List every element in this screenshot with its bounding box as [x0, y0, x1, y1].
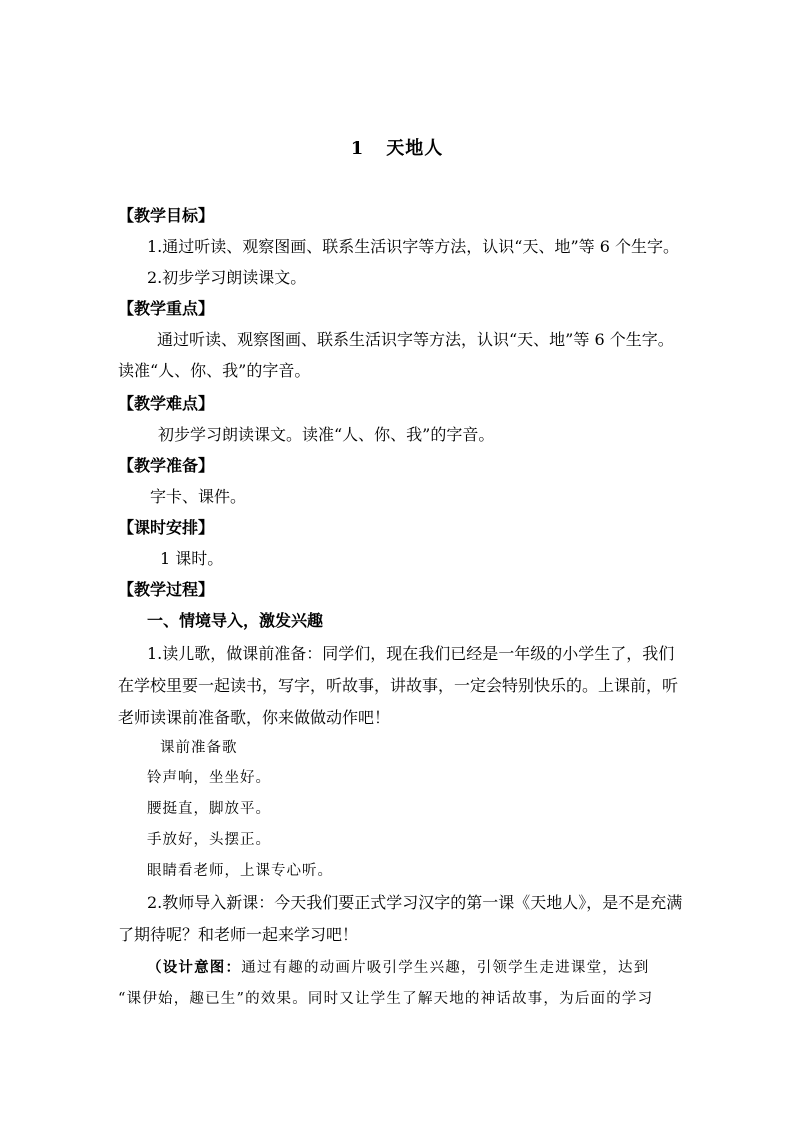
key-header: 【教学重点】	[118, 299, 215, 318]
step1-paragraph1-line1: 1.读儿歌，做课前准备：同学们，现在我们已经是一年级的小学生了，我们	[147, 644, 675, 663]
song-line-4: 眼睛看老师，上课专心听。	[147, 863, 333, 879]
song-line-2: 腰挺直，脚放平。	[147, 801, 271, 817]
step1-paragraph2-line2: 了期待呢？和老师一起来学习吧！	[118, 925, 359, 944]
design-intent-label: （设计意图：	[147, 959, 242, 976]
song-title: 课前准备歌	[160, 740, 238, 756]
key-text-line1: 通过听读、观察图画、联系生活识字等方法，认识“天、地”等 6 个生字。	[157, 330, 674, 349]
design-intent-line1	[147, 957, 649, 979]
preparation-text: 字卡、课件。	[150, 487, 247, 506]
process-header: 【教学过程】	[118, 580, 215, 599]
schedule-text: 1 课时。	[160, 549, 224, 568]
lesson-number: 1	[350, 138, 365, 159]
difficulty-text: 初步学习朗读课文。读准“人、你、我”的字音。	[158, 425, 495, 444]
goal-item-1: 1.通过听读、观察图画、联系生活识字等方法，认识“天、地”等 6 个生字。	[147, 237, 679, 256]
step1-paragraph2-line1: 2.教师导入新课：今天我们要正式学习汉字的第一课《天地人》，是不是充满	[147, 893, 683, 912]
schedule-header: 【课时安排】	[118, 518, 215, 537]
design-intent-text: 通过有趣的动画片吸引学生兴趣，引领学生走进课堂，达到	[241, 960, 650, 976]
goal-header: 【教学目标】	[118, 206, 215, 225]
lesson-title: 天地人	[386, 138, 444, 159]
page-title	[0, 138, 794, 160]
design-intent-line2: “课伊始，趣已生”的效果。同时又让学生了解天地的神话故事，为后面的学习	[118, 991, 654, 1007]
key-text-line2: 读准“人、你、我”的字音。	[118, 361, 311, 380]
song-line-3: 手放好，头摆正。	[147, 832, 271, 848]
step1-paragraph1-line3: 老师读课前准备歌，你来做做动作吧！	[118, 708, 391, 727]
step1-title: 一、情境导入，激发兴趣	[147, 611, 324, 630]
difficulty-header: 【教学难点】	[118, 394, 215, 413]
step1-paragraph1-line2: 在学校里要一起读书，写字，听故事，讲故事，一定会特别快乐的。上课前，听	[118, 676, 679, 695]
song-line-1: 铃声响，坐坐好。	[147, 770, 271, 786]
goal-item-2: 2.初步学习朗读课文。	[147, 268, 307, 287]
preparation-header: 【教学准备】	[118, 456, 215, 475]
